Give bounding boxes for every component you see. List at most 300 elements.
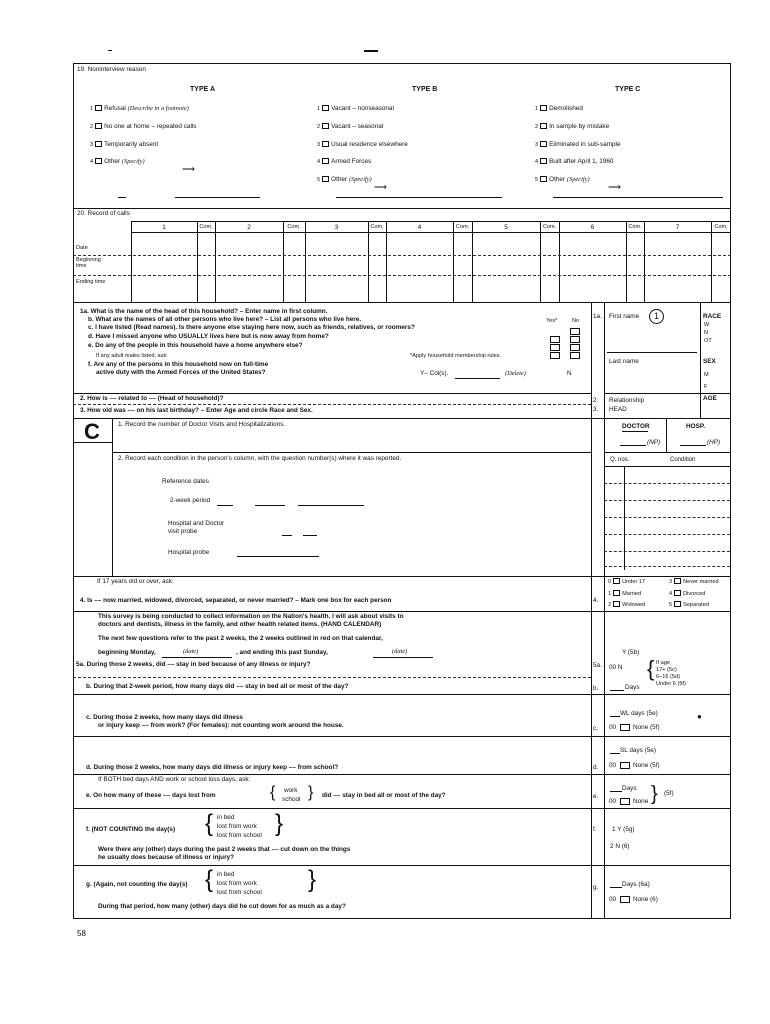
sex-f[interactable]: F xyxy=(704,384,708,390)
option-number: 3 xyxy=(535,142,539,148)
calls-comment-header: Com. xyxy=(628,224,642,230)
q1f-yes-col: Y– Col(s). xyxy=(420,370,449,377)
ans-c-num: c. xyxy=(593,725,598,732)
q4-pre: If 17 years old or over, ask: xyxy=(97,578,174,585)
brace-close: } xyxy=(308,866,317,893)
ans-c-none-label: None (5f) xyxy=(633,724,660,731)
checkbox[interactable] xyxy=(540,123,547,129)
marital-code: 0 xyxy=(608,579,612,585)
ans-5a-num: 5a. xyxy=(593,662,602,669)
section-20-border xyxy=(73,208,731,209)
checkbox[interactable] xyxy=(540,176,547,182)
section-c-box xyxy=(73,442,112,443)
qnos-divider xyxy=(624,466,625,570)
hp-line xyxy=(680,445,706,446)
option-label: Other xyxy=(331,176,349,183)
reference-dates: Reference dates xyxy=(162,478,209,485)
type-b-heading: TYPE B xyxy=(412,86,438,93)
calls-col-line xyxy=(305,221,306,302)
ans-5a-y: Y (5b) xyxy=(622,649,640,656)
calls-col-line xyxy=(711,221,712,302)
marital-code: 1 xyxy=(608,591,612,597)
calls-comment-header: Com. xyxy=(199,224,213,230)
q2-line xyxy=(73,404,591,405)
type-c-heading: TYPE C xyxy=(615,86,641,93)
q5c-text-2: or injury keep –– from work? (For females): not counting work around the house. xyxy=(98,722,344,729)
date2-line xyxy=(373,657,433,658)
visit-probe: visit probe xyxy=(168,528,198,535)
q5g-work: lost from work xyxy=(217,880,257,887)
calls-comment-header: Com. xyxy=(287,224,301,230)
col-1a-label: 1a. xyxy=(593,313,602,320)
hospital-probe-line xyxy=(237,556,319,557)
ans-d-none-code: 00 xyxy=(609,762,617,769)
q1f-text-1: f. Are any of the persons in this household now on full-time xyxy=(88,361,269,368)
date2: (date) xyxy=(392,648,408,655)
checkbox[interactable] xyxy=(322,158,329,164)
marital-option[interactable] xyxy=(669,601,709,608)
q5a-text: 5a. During those 2 weeks, did –– stay in bed because of any illness or injury? xyxy=(76,661,311,668)
option-number: 2 xyxy=(317,124,321,130)
q5g-bed: in bed xyxy=(217,871,235,878)
checkbox[interactable] xyxy=(95,158,102,164)
calls-number-header: 1 xyxy=(162,224,166,231)
hosp-doctor: Hospital and Doctor xyxy=(168,520,225,527)
q1f-col-line xyxy=(455,378,500,379)
brace-open: { xyxy=(205,810,214,837)
checkbox[interactable] xyxy=(95,141,102,147)
doctor-label: DOCTOR xyxy=(622,423,650,430)
marital-checkbox[interactable] xyxy=(613,590,620,596)
specify-arrow-icon: ⟶ xyxy=(374,182,387,192)
marital-option[interactable] xyxy=(669,590,705,597)
ans-e-days: Days xyxy=(622,785,637,792)
race-ot[interactable]: OT xyxy=(704,338,712,344)
ans-e-num: e. xyxy=(593,793,599,800)
brace-open: { xyxy=(205,866,214,893)
q5e-text-a: e. On how many of these –– days lost from xyxy=(86,792,216,799)
ans-e-line xyxy=(610,791,622,792)
calls-col-line xyxy=(626,221,627,302)
option-number: 5 xyxy=(317,177,321,183)
option-number: 4 xyxy=(90,159,94,165)
option-note: (Specify) xyxy=(348,176,372,183)
marital-label: Divorced xyxy=(683,591,706,597)
q5a-line xyxy=(73,677,591,678)
calls-number-header: 5 xyxy=(504,224,508,231)
condition-line xyxy=(604,566,730,567)
marital-code: 3 xyxy=(669,579,673,585)
option-label: Vacant – seasonal xyxy=(331,123,384,130)
calls-col-line xyxy=(540,221,541,302)
q1b-text: b. What are the names of all other persons who live here? – List all persons who live here. xyxy=(88,316,362,323)
hosp-label: HOSP. xyxy=(686,423,706,430)
last-name-label: Last name xyxy=(609,358,639,365)
q5f-line xyxy=(73,865,731,866)
section-c-bottom xyxy=(73,576,731,577)
calls-comment-header: Com. xyxy=(370,224,384,230)
two-week-period: 2-week period xyxy=(170,497,211,504)
type-b-option[interactable] xyxy=(317,123,383,130)
section-c-divider xyxy=(112,418,113,576)
checkbox[interactable] xyxy=(322,176,329,182)
specify-line xyxy=(175,197,260,198)
checkbox[interactable] xyxy=(540,141,547,147)
sex-label: SEX xyxy=(703,358,716,365)
race-sex-divider xyxy=(700,302,701,418)
ans-d-num: d. xyxy=(593,764,599,771)
marital-checkbox[interactable] xyxy=(674,601,681,607)
marital-checkbox[interactable] xyxy=(674,578,681,584)
visit-probe-line xyxy=(303,535,317,536)
q1e-text: e. Do any of the people in this household have a home anywhere else? xyxy=(88,342,303,349)
ans-d-none-label: None (5f) xyxy=(633,762,660,769)
q5e-school: school xyxy=(282,796,301,803)
hospital-probe: Hospital probe xyxy=(168,549,210,556)
option-label: Eliminated in sub-sample xyxy=(549,141,621,148)
row-line xyxy=(73,255,731,256)
option-label: Armed Forces xyxy=(331,158,372,165)
ink-dot: ● xyxy=(697,712,702,721)
c1-text: 1. Record the number of Doctor Visits and Hospitalizations. xyxy=(118,421,286,428)
marital-label: Separated xyxy=(683,602,709,608)
marital-code: 4 xyxy=(669,591,673,597)
calls-col-line xyxy=(453,221,454,302)
noninterview-title: 19. Noninterview reason xyxy=(77,66,146,73)
condition-header-line xyxy=(604,466,730,467)
ans-g-none-box[interactable] xyxy=(620,896,630,903)
form-right-border xyxy=(730,63,731,918)
calls-col-line xyxy=(215,221,216,302)
option-label: Demolished xyxy=(549,105,583,112)
option-label: No one at home – repeated calls xyxy=(104,123,197,130)
hp-label: (HP) xyxy=(707,439,721,446)
first-name-label: First name xyxy=(609,313,640,320)
option-number: 2 xyxy=(535,124,539,130)
col-2-label: 2. xyxy=(593,397,599,404)
calls-comment-header: Com. xyxy=(542,224,557,230)
calls-col-line xyxy=(472,221,473,302)
top-tick xyxy=(108,50,112,51)
ans-f-yes[interactable]: 1 Y (5g) xyxy=(612,826,635,833)
option-note: (Specify) xyxy=(121,158,145,165)
ans-5a-n: 00 N xyxy=(609,664,623,671)
brace-close: } xyxy=(651,783,658,805)
checkbox[interactable] xyxy=(95,105,102,111)
section-c-letter: C xyxy=(84,419,100,444)
calls-number-header: 4 xyxy=(417,224,422,231)
q1c-text: c. I have listed (Read names). Is there anyone else staying here now, such as friends, relatives, or roomers? xyxy=(88,324,415,331)
ans-e-none-code: 00 xyxy=(609,798,617,805)
ans-d-sl: SL days (5e) xyxy=(620,747,656,754)
calls-col-line xyxy=(559,221,560,302)
ans-c-none-box[interactable] xyxy=(620,724,630,731)
ans-g-num: g. xyxy=(593,884,599,891)
type-c-option[interactable] xyxy=(535,123,609,130)
ans-c-line xyxy=(610,716,620,717)
page-number: 58 xyxy=(77,929,86,938)
ans-d-none-box[interactable] xyxy=(620,762,630,769)
marital-label: Widowed xyxy=(622,602,646,608)
ans-g-none-code: 00 xyxy=(609,896,617,903)
form-bottom-border xyxy=(73,918,731,919)
specify-arrow-icon: ⟶ xyxy=(182,164,195,174)
two-week-line xyxy=(217,505,233,506)
q4-num: 4. xyxy=(593,597,599,604)
c2-text: 2. Record each condition in the person's column, with the question number(s) where it was reported. xyxy=(118,455,402,462)
np-line xyxy=(620,445,646,446)
q5c-line xyxy=(73,736,731,737)
marital-checkbox[interactable] xyxy=(613,578,620,584)
option-label: Vacant – nonseasonal xyxy=(331,105,394,112)
q1e-yes-box-2[interactable] xyxy=(550,352,560,359)
calls-col-line xyxy=(368,221,369,302)
ans-age-1: If age xyxy=(656,660,670,666)
age-label: AGE xyxy=(703,395,717,402)
type-b-option[interactable] xyxy=(317,176,372,183)
ans-f-no[interactable]: 2 N (6) xyxy=(610,843,630,850)
q1d-text: d. Have I missed anyone who USUALLY lives here but is now away from home? xyxy=(88,333,329,340)
calls-comment-header: Com. xyxy=(714,224,728,230)
ans-d-line xyxy=(610,753,620,754)
q1e-no-box-2[interactable] xyxy=(570,352,580,359)
row-ending-label: Ending time xyxy=(76,279,106,285)
q5g-question: During that period, how many (other) days did he cut down for as much as a day? xyxy=(98,903,346,910)
marital-label: Never married xyxy=(683,579,719,585)
type-a-option[interactable] xyxy=(90,123,197,130)
checkbox[interactable] xyxy=(322,123,329,129)
col-3-label: 3. xyxy=(593,406,599,413)
calls-col-line xyxy=(386,221,387,302)
option-number: 3 xyxy=(317,142,321,148)
marital-checkbox[interactable] xyxy=(613,601,620,607)
q5f-school: lost from school xyxy=(217,832,262,839)
q5e-line xyxy=(73,808,731,809)
q1e-yes-box[interactable] xyxy=(550,344,560,351)
option-note: (Describe in a footnote) xyxy=(127,105,189,112)
q5b-text: b. During that 2-week period, how many days did –– stay in bed all or most of the day? xyxy=(86,683,349,690)
q5d-line xyxy=(73,774,731,775)
race-label: RACE xyxy=(703,313,722,320)
q1d-yes-box[interactable] xyxy=(550,336,560,343)
ans-age-4: Under 6 (5f) xyxy=(656,681,686,687)
q5b-line xyxy=(73,694,731,695)
q5c-text-1: c. During those 2 weeks, how many days did illness xyxy=(86,714,243,721)
checkbox[interactable] xyxy=(322,105,329,111)
type-c-option[interactable] xyxy=(535,141,621,148)
type-a-option[interactable] xyxy=(90,141,158,148)
type-b-option[interactable] xyxy=(317,141,408,148)
relationship-label: Relationship xyxy=(609,397,645,404)
np-label: (NP) xyxy=(647,439,661,446)
ans-c-none-code: 00 xyxy=(609,724,617,731)
q1f-delete: (Delete) xyxy=(505,370,526,377)
type-c-option[interactable] xyxy=(535,176,590,183)
type-b-option[interactable] xyxy=(317,105,394,112)
yes-header: Yes* xyxy=(546,318,558,324)
option-note: (Specify) xyxy=(566,176,590,183)
option-number: 1 xyxy=(90,106,94,112)
option-label: Refusal xyxy=(104,105,128,112)
q5g-text-a: g. (Again, not counting the day(s) xyxy=(86,881,188,888)
q5f-question-2: he usually does because of illness or injury? xyxy=(98,854,235,861)
q1-bottom-line xyxy=(73,393,591,394)
race-n[interactable]: N xyxy=(704,330,709,336)
checkbox[interactable] xyxy=(322,141,329,147)
ans-age-2: 17+ (5c) xyxy=(656,667,677,673)
intro-line-1: This survey is being conducted to collect information on the Nation's health. I will ask about visits to xyxy=(98,613,404,620)
race-w[interactable]: W xyxy=(704,322,710,328)
type-b-option[interactable] xyxy=(317,158,371,165)
option-number: 3 xyxy=(90,142,94,148)
brace-close: } xyxy=(308,784,314,801)
calls-number-header: 7 xyxy=(675,224,680,231)
intro-line-4b: , and ending this past Sunday, xyxy=(236,649,328,656)
checkbox[interactable] xyxy=(540,158,547,164)
calls-header-line xyxy=(131,221,731,222)
form-left-border xyxy=(73,63,74,918)
apply-rules-note: *Apply household membership rules. xyxy=(410,353,502,359)
ans-f-num: f. xyxy=(593,826,597,833)
marital-checkbox[interactable] xyxy=(674,590,681,596)
option-number: 4 xyxy=(535,159,539,165)
sex-m[interactable]: M xyxy=(704,372,709,378)
type-a-option[interactable] xyxy=(90,105,189,112)
q5f-question-1: Were there any (other) days during the past 2 weeks that –– cut down on the things xyxy=(98,846,351,853)
option-number: 5 xyxy=(535,177,539,183)
q5f-text-a: f. (NOT COUNTING the day(s) xyxy=(86,826,176,833)
two-week-line xyxy=(255,505,285,506)
date1-line xyxy=(162,657,232,658)
specify-line xyxy=(553,197,723,198)
type-c-option[interactable] xyxy=(535,158,613,165)
person-column-divider xyxy=(591,302,592,918)
condition-line xyxy=(604,483,730,484)
condition-line xyxy=(604,534,730,535)
marital-option[interactable] xyxy=(608,601,645,608)
option-label: Temporarily absent xyxy=(104,141,159,148)
ans-b-num: b. xyxy=(593,685,599,692)
q1a-text: 1a. What is the name of the head of this household? – Enter name in first column. xyxy=(80,308,328,315)
q5d-text: d. During those 2 weeks, how many days did illness or injury keep –– from school? xyxy=(86,764,339,771)
option-number: 1 xyxy=(535,106,539,112)
option-label: Other xyxy=(104,158,122,165)
ans-e-none-box[interactable] xyxy=(620,798,630,805)
option-number: 1 xyxy=(317,106,321,112)
ans-g-none-label: None (6) xyxy=(633,896,658,903)
c1-bottom-line xyxy=(112,452,591,453)
q1e-no-box[interactable] xyxy=(570,344,580,351)
option-number: 2 xyxy=(90,124,94,130)
q1f-no: N xyxy=(567,370,572,377)
calls-col-line xyxy=(131,221,132,302)
condition-line xyxy=(604,551,730,552)
q2-text: 2. How is –– related to –– (Head of household)? xyxy=(80,395,224,402)
doctor-bottom xyxy=(604,452,730,453)
condition-label: Condition xyxy=(670,457,696,463)
calls-number-header: 6 xyxy=(590,224,595,231)
calls-header-bottom xyxy=(131,232,731,233)
top-mark xyxy=(364,50,378,52)
checkbox[interactable] xyxy=(540,105,547,111)
intro-line-4a: beginning Monday, xyxy=(98,649,156,656)
marital-option[interactable] xyxy=(669,578,719,585)
marital-label: Under 17 xyxy=(622,579,646,585)
specify-arrow-icon: ⟶ xyxy=(608,182,621,192)
brace-open: { xyxy=(270,784,276,801)
q1c-no-box[interactable] xyxy=(570,328,580,335)
q5f-bed: in bed xyxy=(217,814,235,821)
brace-close: } xyxy=(275,810,284,837)
q5g-school: lost from school xyxy=(217,889,262,896)
condition-line xyxy=(604,517,730,518)
form-top-border xyxy=(73,63,731,64)
qnos-label: Q. nos. xyxy=(610,457,630,463)
doctor-underline xyxy=(622,431,648,432)
q5e-work: work xyxy=(284,787,298,794)
calls-number-header: 2 xyxy=(247,224,251,231)
last-name-line xyxy=(604,393,730,394)
answer-col-divider xyxy=(604,302,605,918)
calls-col-line xyxy=(283,221,284,302)
calls-col-line xyxy=(644,221,645,302)
marital-code: 2 xyxy=(608,602,612,608)
ans-age-3: 6–16 (5d) xyxy=(656,674,680,680)
ans-g-days: Days (6a) xyxy=(622,881,650,888)
marital-code: 5 xyxy=(669,602,673,608)
q1f-text-2: active duty with the Armed Forces of the United States? xyxy=(96,369,266,376)
specify-line xyxy=(336,197,502,198)
type-c-option[interactable] xyxy=(535,105,583,112)
option-label: Built after April 1, 1960 xyxy=(549,158,614,165)
brace-open: { xyxy=(647,656,655,681)
row-date-label: Date xyxy=(76,245,88,251)
row-line xyxy=(73,275,731,276)
type-a-heading: TYPE A xyxy=(190,86,216,93)
q1d-no-box[interactable] xyxy=(570,336,580,343)
marital-option[interactable] xyxy=(608,578,645,585)
record-of-calls-title: 20. Record of calls xyxy=(77,210,130,217)
first-name-line xyxy=(607,352,697,353)
q4-bottom xyxy=(73,611,731,612)
q3-text: 3. How old was –– on his last birthday? – Enter Age and circle Race and Sex. xyxy=(80,407,313,414)
section-20-bottom xyxy=(73,302,731,303)
doctor-hosp-divider xyxy=(666,418,667,452)
visit-probe-line xyxy=(282,535,292,536)
q5e-text-b: did –– stay in bed all or most of the day? xyxy=(322,792,446,799)
option-label: In sample by mistake xyxy=(549,123,610,130)
adult-males-instruction: If any adult males listed, ask: xyxy=(96,353,168,359)
marital-label: Married xyxy=(622,591,642,597)
head-label: HEAD xyxy=(609,406,627,413)
calls-comment-header: Com. xyxy=(455,224,470,230)
q5e-pre: If BOTH bed days AND work or school loss days, ask: xyxy=(98,776,251,783)
person-number-circle: 1 xyxy=(649,309,664,324)
q4-text: 4. Is –– now married, widowed, divorced, separated, or never married? – Mark one box for each person xyxy=(80,597,392,604)
marital-option[interactable] xyxy=(608,590,641,597)
checkbox[interactable] xyxy=(95,123,102,129)
option-number: 4 xyxy=(317,159,321,165)
date1: (date) xyxy=(183,648,199,655)
type-a-option[interactable] xyxy=(90,158,145,165)
q5f-work: lost from work xyxy=(217,823,257,830)
ans-b-line xyxy=(610,690,624,691)
intro-line-3: The next few questions refer to the past 2 weeks, the 2 weeks outlined in red on that calendar, xyxy=(98,635,383,642)
specify-line xyxy=(118,197,126,198)
row-beginning-label: Beginning time xyxy=(76,257,101,269)
intro-line-2: doctors and dentists, illness in the family, and other health related items. (HAND CALENDAR) xyxy=(98,621,382,628)
condition-line xyxy=(604,500,730,501)
